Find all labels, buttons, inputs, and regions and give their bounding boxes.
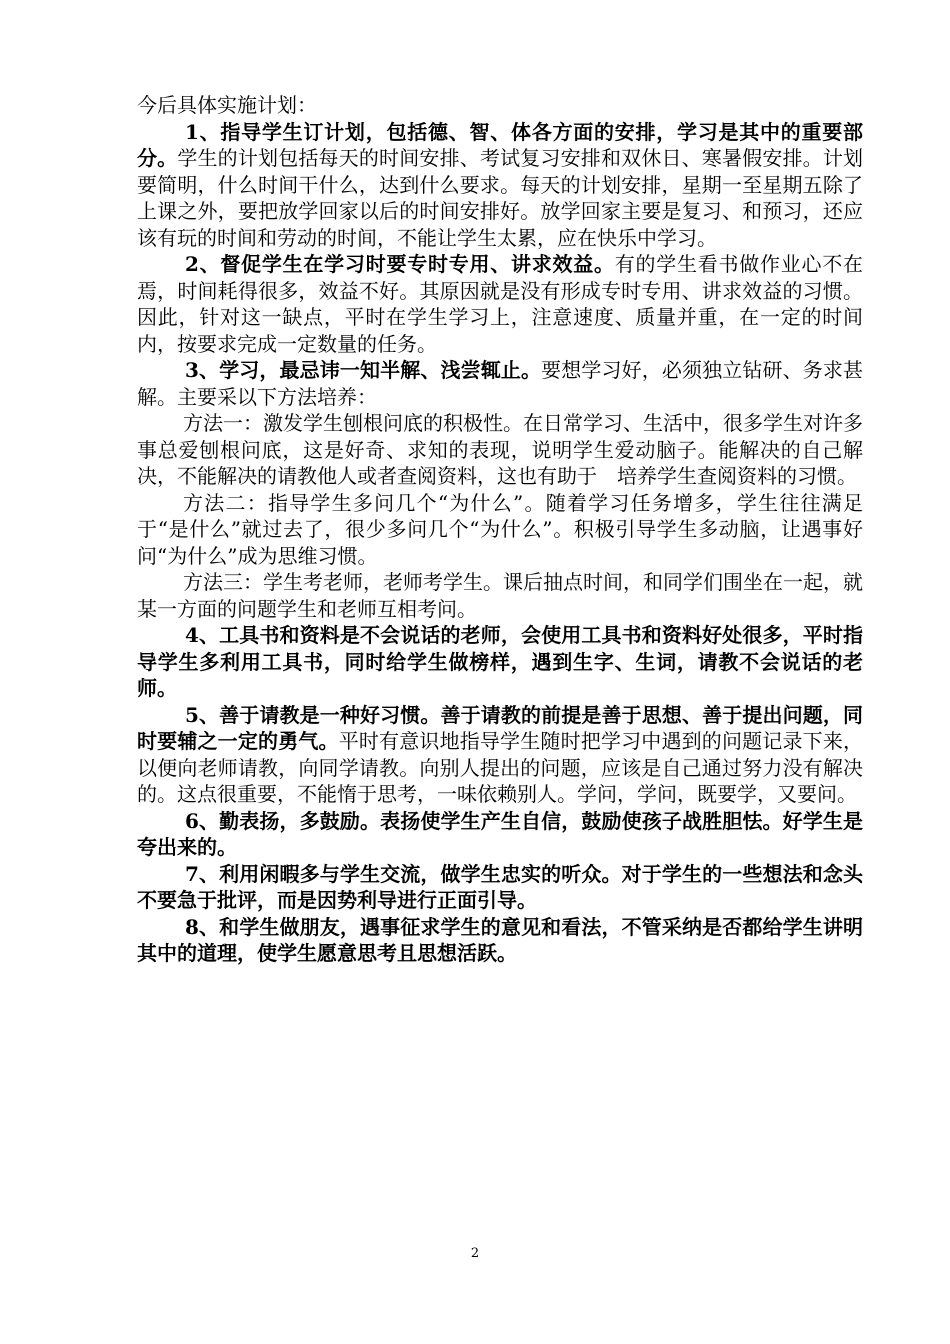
item-8-lead: 8、和学生做朋友，遇事征求学生的意见和看法，不管采纳是否都给学生讲明其中的道理，使学生愿意思考且思想活跃。 [137, 914, 863, 965]
item-1 [137, 119, 863, 252]
item-1-lead: 1、指导学生订计划，包括德、智、体各方面的安排，学习是其中的重要部分。 [137, 119, 863, 170]
method-2: 方法二：指导学生多问几个“为什么”。随着学习任务增多，学生往往满足于“是什么”就过去了，很少多问几个“为什么”。积极引导学生多动脑，让遇事好问“为什么”成为思维习惯。 [137, 490, 863, 568]
method-1: 方法一：激发学生刨根问底的积极性。在日常学习、生活中，很多学生对许多事总爱刨根问底，这是好奇、求知的表现，说明学生爱动脑子。能解决的自己解决，不能解决的请教他人或者查阅资料，这也有助于 培养学生查阅资料的习惯。 [137, 411, 863, 488]
item-3-lead: 3、学习，最忌讳一知半解、浅尝辄止。 [185, 358, 542, 382]
item-8 [137, 914, 863, 967]
item-4 [137, 622, 863, 702]
item-7 [137, 861, 863, 914]
document-body [137, 92, 863, 967]
item-2 [137, 251, 863, 357]
method-3: 方法三：学生考老师，老师考学生。课后抽点时间，和同学们围坐在一起，就某一方面的问题学生和老师互相考问。 [137, 570, 863, 621]
item-6-lead: 6、勤表扬，多鼓励。表扬使学生产生自信，鼓励使孩子战胜胆怯。好学生是夸出来的。 [137, 808, 863, 859]
plan-heading: 今后具体实施计划： [137, 93, 317, 117]
item-6 [137, 808, 863, 861]
item-2-text: 有的学生看书做作业心不在焉，时间耗得很多，效益不好。其原因就是没有形成专时专用、讲求效益的习惯。因此，针对这一缺点，平时在学生学习上，注意速度、质量并重，在一定的时间内，按要求完成一定数量的任务。 [137, 252, 863, 356]
item-7-lead: 7、利用闲暇多与学生交流，做学生忠实的听众。对于学生的一些想法和念头不要急于批评，而是因势利导进行正面引导。 [137, 861, 863, 912]
item-5 [137, 702, 863, 808]
item-5-text: 平时有意识地指导学生随时把学习中遇到的问题记录下来，以便向老师请教，向同学请教。向别人提出的问题，应该是自己通过努力没有解决的。这点很重要，不能惰于思考，一味依赖别人。学问，学问，既要学，又要问。 [137, 729, 864, 806]
item-1-text: 学生的计划包括每天的时间安排、考试复习安排和双休日、寒暑假安排。计划要简明，什么时间干什么，达到什么要求。每天的计划安排，星期一至星期五除了上课之外，要把放学回家以后的时间安排好。放学回家主要是复习、和预习，还应该有玩的时间和劳动的时间，不能让学生太累，应在快乐中学习。 [137, 146, 864, 250]
item-2-lead: 2、督促学生在学习时要专时专用、讲求效益。 [185, 252, 615, 276]
item-5-lead: 5、善于请教是一种好习惯。善于请教的前提是善于思想、善于提出问题，同时要辅之一定的勇气。 [137, 702, 863, 753]
item-3 [137, 357, 863, 410]
item-3-text: 要想学习好，必须独立钻研、务求甚解。主要采以下方法培养： [137, 358, 863, 409]
item-4-lead: 4、工具书和资料是不会说话的老师，会使用工具书和资料好处很多，平时指导学生多利用工具书，同时给学生做榜样，遇到生字、生词，请教不会说话的老师。 [137, 623, 863, 700]
page-number: 2 [470, 1246, 480, 1261]
